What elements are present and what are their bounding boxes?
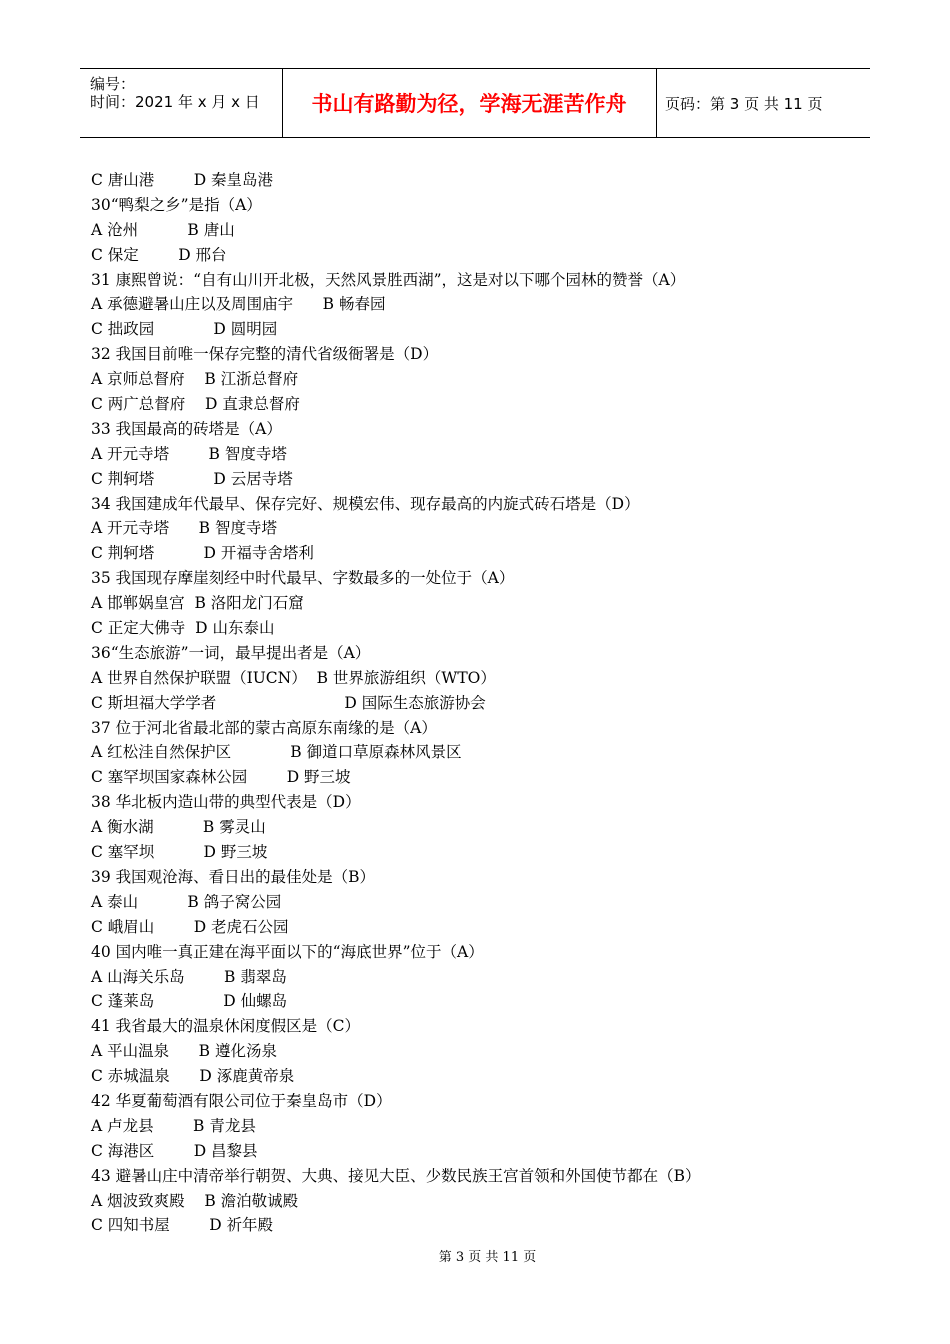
text-line: 43 避暑山庄中清帝举行朝贺、大典、接见大臣、少数民族王宫首领和外国使节都在（B） <box>91 1166 701 1185</box>
text-line: A 开元寺塔 B 智度寺塔 <box>91 519 278 538</box>
text-line: 38 华北板内造山带的典型代表是（D） <box>91 793 361 812</box>
header-info-cell <box>80 69 283 137</box>
text-line: C 四知书屋 D 祈年殿 <box>91 1216 274 1235</box>
page-number-label: 页码：第 3 页 共 11 页 <box>665 94 823 113</box>
text-line: A 承德避暑山庄以及周围庙宇 B 畅春园 <box>91 295 386 314</box>
text-line: A 泰山 B 鸽子窝公园 <box>91 892 282 911</box>
text-line: A 烟波致爽殿 B 澹泊敬诚殿 <box>91 1191 299 1210</box>
header-page-cell <box>657 69 870 137</box>
text-line: A 邯郸娲皇宫 B 洛阳龙门石窟 <box>91 594 304 613</box>
text-line: 32 我国目前唯一保存完整的清代省级衙署是（D） <box>91 345 439 364</box>
text-line: C 荆轲塔 D 云居寺塔 <box>91 469 293 488</box>
text-line: C 塞罕坝 D 野三坡 <box>91 843 268 862</box>
text-line: C 斯坦福大学学者 D 国际生态旅游协会 <box>91 693 486 712</box>
document-date-label: 时间：2021 年 x 月 x 日 <box>90 93 260 111</box>
header-motto-cell <box>282 69 657 137</box>
text-line: A 京师总督府 B 江浙总督府 <box>91 370 299 389</box>
text-line: 39 我国观沧海、看日出的最佳处是（B） <box>91 867 376 886</box>
text-line: C 荆轲塔 D 开福寺舍塔利 <box>91 544 314 563</box>
text-line: C 塞罕坝国家森林公园 D 野三坡 <box>91 768 351 787</box>
question-list <box>91 168 881 1238</box>
text-line: 30“鸭梨之乡”是指（A） <box>91 195 262 214</box>
text-line: C 峨眉山 D 老虎石公园 <box>91 917 289 936</box>
text-line: C 蓬莱岛 D 仙螺岛 <box>91 992 288 1011</box>
text-line: 35 我国现存摩崖刻经中时代最早、字数最多的一处位于（A） <box>91 569 515 588</box>
text-line: A 衡水湖 B 雾灵山 <box>91 818 266 837</box>
page-header <box>80 68 870 138</box>
text-line: A 沧州 B 唐山 <box>91 220 235 239</box>
text-line: C 两广总督府 D 直隶总督府 <box>91 395 300 414</box>
text-line: 40 国内唯一真正建在海平面以下的“海底世界”位于（A） <box>91 942 484 961</box>
text-line: 31 康熙曾说：“自有山川开北极，天然风景胜西湖”，这是对以下哪个园林的赞誉（A） <box>91 270 686 289</box>
text-line: 37 位于河北省最北部的蒙古高原东南缘的是（A） <box>91 718 437 737</box>
text-line: C 拙政园 D 圆明园 <box>91 320 278 339</box>
text-line: A 世界自然保护联盟（IUCN） B 世界旅游组织（WTO） <box>91 668 496 687</box>
text-line: C 唐山港 D 秦皇岛港 <box>91 171 274 189</box>
text-line: A 红松洼自然保护区 B 御道口草原森林风景区 <box>91 743 462 762</box>
document-number-label: 编号： <box>90 75 136 93</box>
text-line: A 卢龙县 B 青龙县 <box>91 1116 256 1135</box>
text-line: A 山海关乐岛 B 翡翠岛 <box>91 967 287 986</box>
text-line: 36“生态旅游”一词，最早提出者是（A） <box>91 643 371 662</box>
text-line: 42 华夏葡萄酒有限公司位于秦皇岛市（D） <box>91 1091 392 1110</box>
motto-text: 书山有路勤为径，学海无涯苦作舟 <box>311 92 627 116</box>
text-line: C 海港区 D 昌黎县 <box>91 1141 258 1160</box>
text-line: 34 我国建成年代最早、保存完好、规模宏伟、现存最高的内旋式砖石塔是（D） <box>91 494 640 513</box>
text-line: 41 我省最大的温泉休闲度假区是（C） <box>91 1017 361 1036</box>
text-line: C 保定 D 邢台 <box>91 245 227 264</box>
text-line: C 赤城温泉 D 涿鹿黄帝泉 <box>91 1067 295 1086</box>
page-footer: 第 3 页 共 11 页 <box>438 1250 537 1265</box>
text-line: 33 我国最高的砖塔是（A） <box>91 419 282 438</box>
text-line: C 正定大佛寺 D 山东泰山 <box>91 619 275 638</box>
text-line: A 平山温泉 B 遵化汤泉 <box>91 1042 278 1061</box>
text-line: A 开元寺塔 B 智度寺塔 <box>91 444 287 463</box>
